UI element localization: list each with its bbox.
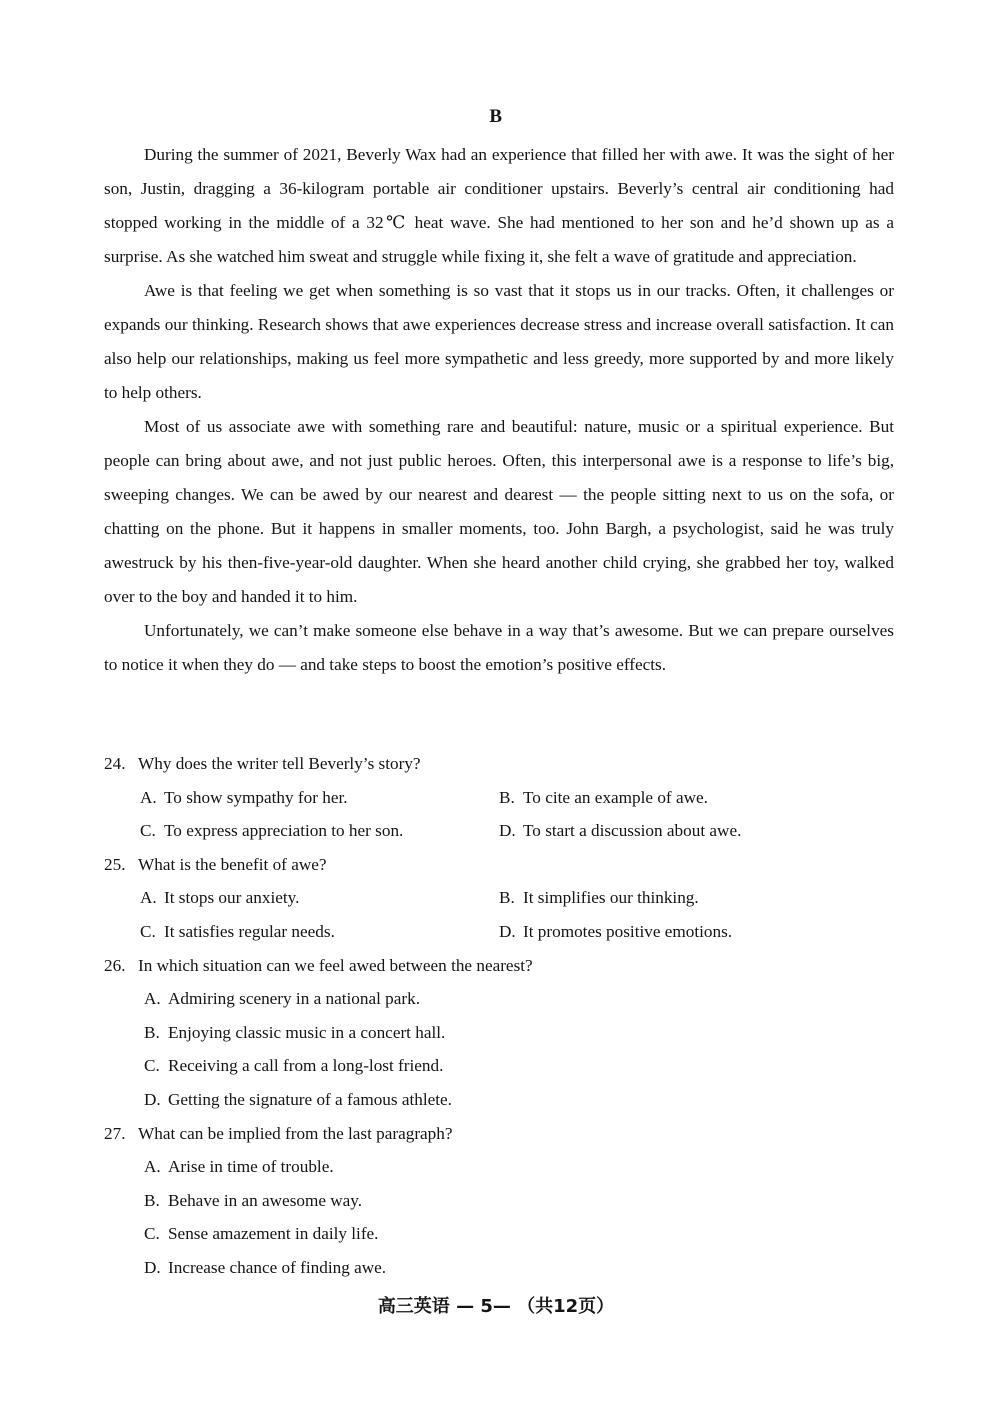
option-letter: B. (144, 1022, 160, 1042)
option-text: It stops our anxiety. (164, 888, 300, 908)
option-a[interactable] (144, 982, 894, 1016)
question-25 (104, 848, 894, 949)
page-footer: 高三英语 — 5— （共12页） (377, 1296, 615, 1317)
reading-passage (104, 138, 894, 682)
option-text: It simplifies our thinking. (523, 888, 699, 908)
option-text: Getting the signature of a famous athlete. (168, 1089, 452, 1109)
question-stem (104, 1117, 894, 1151)
option-b[interactable] (144, 1016, 894, 1050)
question-text: In which situation can we feel awed between the nearest? (138, 955, 533, 975)
option-letter: A. (144, 989, 161, 1009)
question-number: 25. (104, 854, 126, 874)
question-text: Why does the writer tell Beverly’s story? (138, 754, 421, 773)
option-c[interactable] (144, 1217, 894, 1251)
option-d[interactable] (499, 814, 859, 848)
option-list (144, 982, 894, 1116)
option-letter: D. (499, 921, 516, 941)
option-letter: A. (140, 888, 157, 908)
option-text: Enjoying classic music in a concert hall. (168, 1022, 446, 1042)
option-letter: A. (144, 1157, 161, 1177)
section-heading: B (489, 106, 503, 127)
option-letter: C. (144, 1056, 160, 1076)
option-d[interactable] (144, 1083, 894, 1117)
question-text: What is the benefit of awe? (138, 854, 327, 874)
option-list (140, 881, 894, 948)
option-text: Arise in time of trouble. (168, 1157, 334, 1177)
option-text: Receiving a call from a long-lost friend. (168, 1056, 444, 1076)
passage-paragraph-1: During the summer of 2021, Beverly Wax had an experience that filled her with awe. It was the sight of her son, Justin, dragging a 36-kilogram portable air conditioner upstairs. Beverly’s central air conditioning had stopped working in the middle of a 32℃ heat wave. She had mentioned to her son and he’d shown up as a surprise. As she watched him sweat and struggle while fixing it, she felt a wave of gratitude and appreciation. (104, 145, 894, 266)
option-list (140, 781, 894, 848)
option-text: To start a discussion about awe. (523, 821, 742, 841)
option-text: Admiring scenery in a national park. (168, 989, 421, 1009)
option-list (144, 1150, 894, 1284)
option-a[interactable] (140, 781, 499, 815)
option-d[interactable] (499, 915, 859, 949)
option-a[interactable] (140, 881, 499, 915)
option-text: To express appreciation to her son. (164, 821, 404, 841)
passage-paragraph-3: Most of us associate awe with something rare and beautiful: nature, music or a spiritual experience. But people can bring about awe, and not just public heroes. Often, this interpersonal awe is a response to life’s big, sweeping changes. We can be awed by our nearest and dearest — the people sitting next to us on the sofa, or chatting on the phone. But it happens in smaller moments, too. John Bargh, a psychologist, said he was truly awestruck by his then-five-year-old daughter. When she heard another child crying, she grabbed her toy, walked over to the boy and handed it to him. (104, 417, 894, 606)
option-text: Sense amazement in daily life. (168, 1224, 379, 1244)
option-letter: C. (140, 821, 156, 841)
question-24 (104, 747, 894, 848)
question-26 (104, 949, 894, 1117)
option-letter: C. (144, 1224, 160, 1244)
option-b[interactable] (499, 881, 859, 915)
question-list (104, 747, 894, 1285)
option-letter: D. (499, 821, 516, 841)
question-number: 26. (104, 955, 126, 975)
option-letter: A. (140, 787, 157, 807)
option-c[interactable] (140, 814, 499, 848)
question-text: What can be implied from the last paragraph? (138, 1123, 453, 1143)
option-letter: D. (144, 1257, 161, 1277)
question-number: 27. (104, 1123, 126, 1143)
option-text: Behave in an awesome way. (168, 1190, 363, 1210)
option-c[interactable] (140, 915, 499, 949)
option-letter: B. (499, 787, 515, 807)
option-a[interactable] (144, 1150, 894, 1184)
option-text: Increase chance of finding awe. (168, 1257, 387, 1277)
option-letter: B. (499, 888, 515, 908)
option-d[interactable] (144, 1251, 894, 1285)
passage-paragraph-2: Awe is that feeling we get when something is so vast that it stops us in our tracks. Often, it challenges or expands our thinking. Research shows that awe experiences decrease stress and increase overall satisfaction. It can also help our relationships, making us feel more sympathetic and less greedy, more supported by and more likely to help others. (104, 281, 894, 402)
question-stem (104, 747, 894, 781)
option-text: It promotes positive emotions. (523, 921, 733, 941)
option-b[interactable] (144, 1184, 894, 1218)
passage-paragraph-4: Unfortunately, we can’t make someone else behave in a way that’s awesome. But we can prepare ourselves to notice it when they do — and take steps to boost the emotion’s positive effects. (104, 621, 894, 674)
option-c[interactable] (144, 1049, 894, 1083)
option-text: To show sympathy for her. (164, 787, 348, 807)
question-stem (104, 848, 894, 882)
option-letter: C. (140, 921, 156, 941)
question-27 (104, 1117, 894, 1285)
question-stem (104, 949, 894, 983)
option-letter: B. (144, 1190, 160, 1210)
option-text: It satisfies regular needs. (164, 921, 335, 941)
question-number: 24. (104, 754, 126, 773)
option-letter: D. (144, 1089, 161, 1109)
option-b[interactable] (499, 781, 859, 815)
option-text: To cite an example of awe. (523, 787, 708, 807)
